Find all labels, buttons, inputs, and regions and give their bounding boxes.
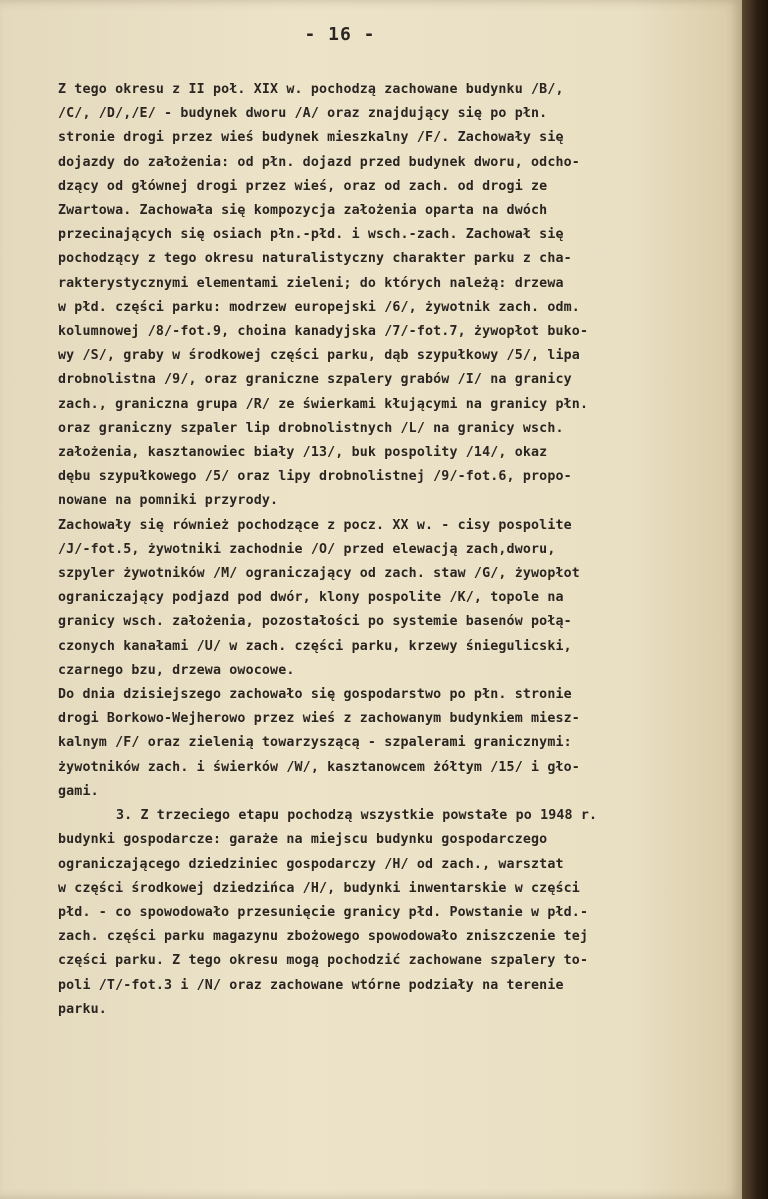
text-line: ograniczający podjazd pod dwór, klony pospolite /K/, topole na xyxy=(58,590,564,606)
text-line: drogi Borkowo-Wejherowo przez wieś z zachowanym budynkiem miesz- xyxy=(58,711,580,727)
text-line: oraz graniczny szpaler lip drobnolistnych /L/ na granicy wsch. xyxy=(58,420,564,436)
text-line: zach. części parku magazynu zbożowego spowodowało zniszczenie tej xyxy=(58,929,589,945)
text-line: dębu szypułkowego /5/ oraz lipy drobnolistnej /9/-fot.6, propo- xyxy=(58,469,572,485)
text-line: poli /T/-fot.3 i /N/ oraz zachowane wtórne podziały na terenie xyxy=(58,977,564,993)
text-line: wy /S/, graby w środkowej części parku, dąb szypułkowy /5/, lipa xyxy=(58,348,580,364)
text-line: drobnolistna /9/, oraz graniczne szpalery grabów /I/ na granicy xyxy=(58,372,572,388)
text-line: płd. - co spowodowało przesunięcie granicy płd. Powstanie w płd.- xyxy=(58,904,589,920)
text-line: kolumnowej /8/-fot.9, choina kanadyjska /7/-fot.7, żywopłot buko- xyxy=(58,324,589,340)
text-line: stronie drogi przez wieś budynek mieszkalny /F/. Zachowały się xyxy=(58,130,564,146)
text-line: czonych kanałami /U/ w zach. części parku, krzewy śniegulicski, xyxy=(58,638,572,654)
text-line: nowane na pomniki przyrody. xyxy=(58,493,279,509)
text-line: Do dnia dzisiejszego zachowało się gospodarstwo po płn. stronie xyxy=(58,687,572,703)
text-line: Z tego okresu z II poł. XIX w. pochodzą zachowane budynku /B/, xyxy=(58,82,564,97)
book-binding-edge xyxy=(742,0,768,1199)
text-line: części parku. Z tego okresu mogą pochodzić zachowane szpalery to- xyxy=(58,953,589,969)
text-line: w części środkowej dziedzińca /H/, budynki inwentarskie w części xyxy=(58,880,580,896)
text-line: zach., graniczna grupa /R/ ze świerkami kłującymi na granicy płn. xyxy=(58,396,589,412)
text-line: 3. Z trzeciego etapu pochodzą wszystkie powstałe po 1948 r. xyxy=(116,808,598,824)
body-text xyxy=(58,78,730,1022)
text-line: Zwartowa. Zachowała się kompozycja założenia oparta na dwóch xyxy=(58,203,548,219)
text-line: w płd. części parku: modrzew europejski /6/, żywotnik zach. odm. xyxy=(58,299,580,315)
text-line: żywotników zach. i świerków /W/, kasztanowcem żółtym /15/ i gło- xyxy=(58,759,580,775)
text-line: Zachowały się również pochodzące z pocz. XX w. - cisy pospolite xyxy=(58,517,572,533)
text-line: założenia, kasztanowiec biały /13/, buk pospolity /14/, okaz xyxy=(58,445,548,461)
text-line: rakterystycznymi elementami zieleni; do których należą: drzewa xyxy=(58,275,564,291)
text-line: ograniczającego dziedziniec gospodarczy /H/ od zach., warsztat xyxy=(58,856,564,872)
text-line: /C/, /D/,/E/ - budynek dworu /A/ oraz znajdujący się po płn. xyxy=(58,106,548,122)
text-line: przecinających się osiach płn.-płd. i wsch.-zach. Zachował się xyxy=(58,227,564,243)
page-number: - 16 - xyxy=(304,24,376,45)
text-line: szpyler żywotników /M/ ograniczający od zach. staw /G/, żywopłot xyxy=(58,566,580,582)
text-line: dojazdy do założenia: od płn. dojazd przed budynek dworu, odcho- xyxy=(58,154,580,170)
text-line: granicy wsch. założenia, pozostałości po systemie basenów połą- xyxy=(58,614,572,630)
text-line: gami. xyxy=(58,783,99,799)
text-line: dzący od głównej drogi przez wieś, oraz od zach. od drogi ze xyxy=(58,178,548,194)
text-line: czarnego bzu, drzewa owocowe. xyxy=(58,662,295,678)
text-line: budynki gospodarcze: garaże na miejscu budynku gospodarczego xyxy=(58,832,548,848)
text-line: pochodzący z tego okresu naturalistyczny charakter parku z cha- xyxy=(58,251,572,267)
text-line: /J/-fot.5, żywotniki zachodnie /O/ przed elewacją zach,dworu, xyxy=(58,541,556,557)
text-line: parku. xyxy=(58,1001,107,1017)
text-line: kalnym /F/ oraz zielenią towarzyszącą - szpalerami granicznymi: xyxy=(58,735,572,751)
